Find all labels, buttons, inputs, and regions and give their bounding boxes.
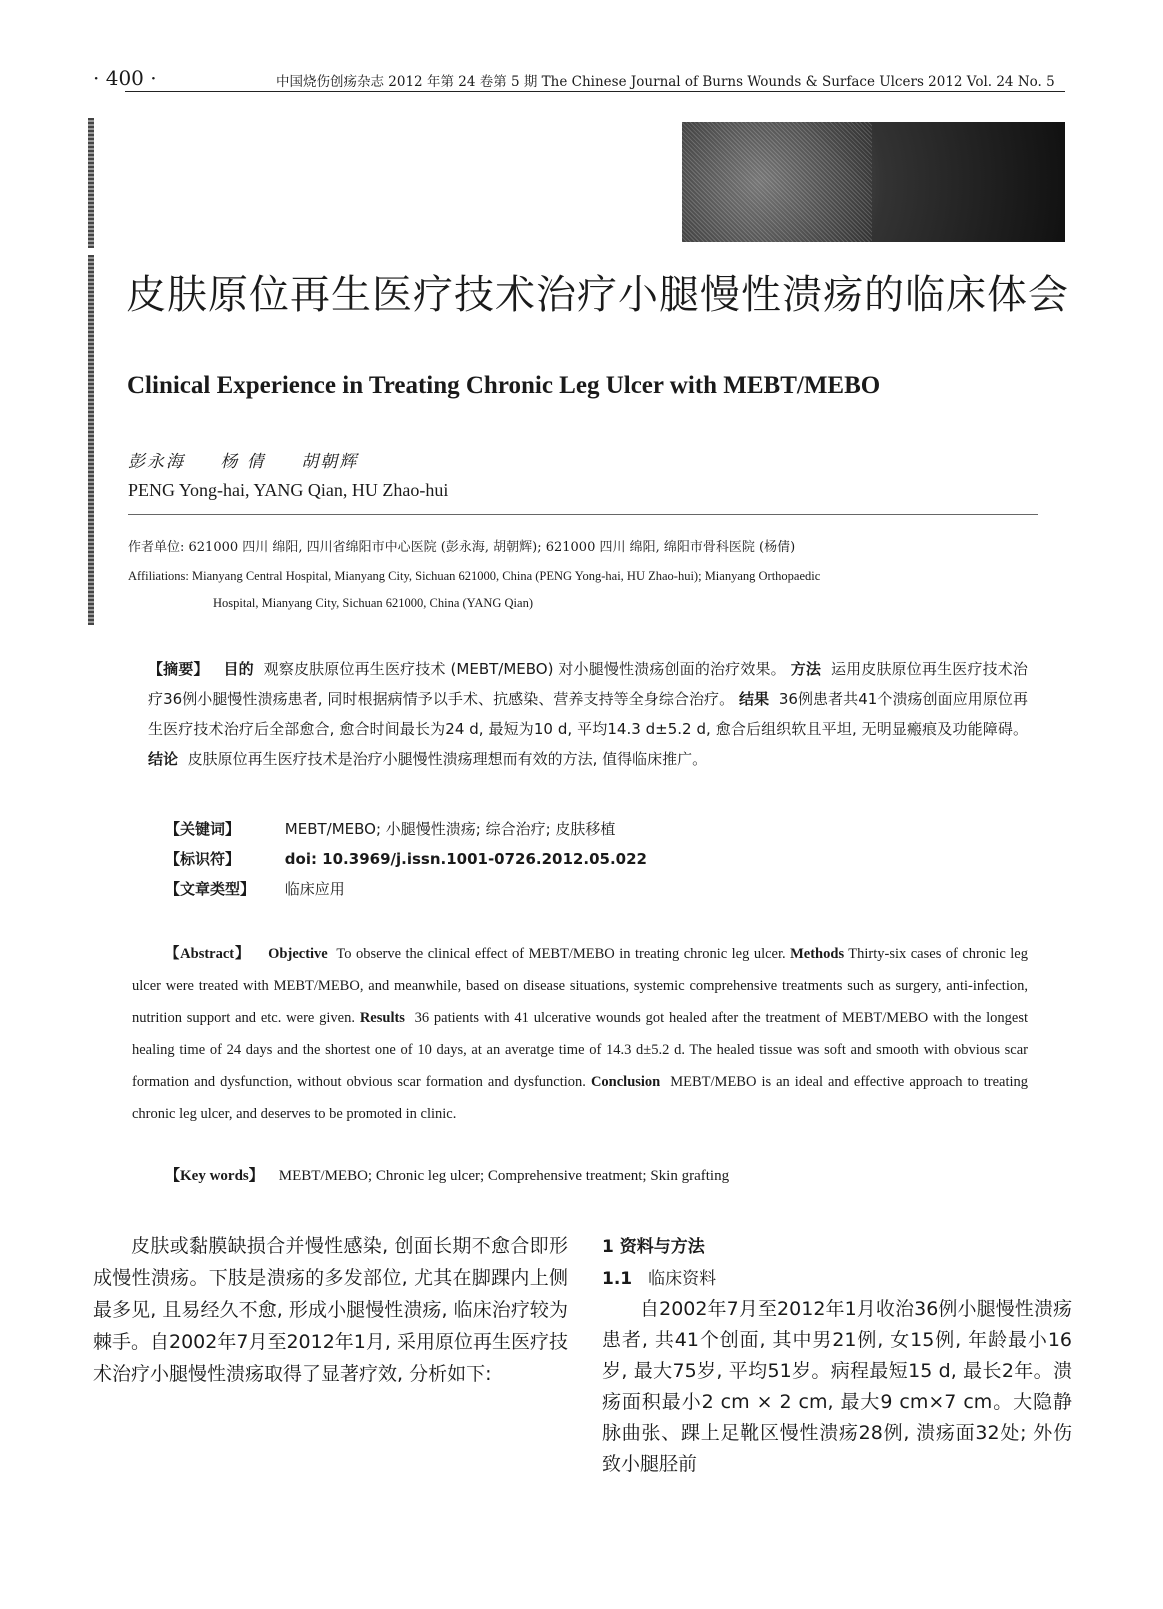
abstract-english (132, 938, 1028, 1130)
doi-label: 【标识符】 (165, 850, 241, 868)
running-head: 中国烧伤创疡杂志 2012 年第 24 卷第 5 期 The Chinese Journal of Burns Wounds & Surface Ulcers 2012 Vol. 24 No. 5 (276, 74, 1055, 90)
abstract-en-label: 【Abstract】 (164, 946, 251, 962)
keywords-en-row (165, 1164, 729, 1185)
results-label-cn: 结果 (739, 690, 770, 708)
author-cn: 杨 倩 (220, 452, 266, 472)
keywords-en-label: 【Key words】 (165, 1168, 264, 1184)
methods-text-cn: 运用皮肤原位再生医疗技术治疗36例小腿慢性溃疡患者, 同时根据病情予以手术、抗感染、营养支持等全身综合治疗。 (148, 660, 1028, 708)
objective-label-cn: 目的 (223, 660, 254, 678)
methods-text-en: Thirty-six cases of chronic leg ulcer were treated with MEBT/MEBO, and meanwhile, based on disease situations, systemic comprehensive treatments such as surgery, anti-infection, nutrition support and etc. were given. (132, 946, 1028, 1026)
conclusion-text-cn: 皮肤原位再生医疗技术是治疗小腿慢性溃疡理想而有效的方法, 值得临床推广。 (187, 750, 708, 768)
intro-paragraph: 皮肤或黏膜缺损合并慢性感染, 创面长期不愈合即形成慢性溃疡。下肢是溃疡的多发部位, 尤其在脚踝内上侧最多见, 且易经久不愈, 形成小腿慢性溃疡, 临床治疗较为棘手。自2002年7月至2012年1月, 采用原位再生医疗技术治疗小腿慢性溃疡取得了显著疗效, 分析如下: (93, 1235, 568, 1385)
section-1-heading: 1 资料与方法 (602, 1237, 705, 1257)
left-rule-top (88, 118, 94, 248)
authors-english: PENG Yong-hai, YANG Qian, HU Zhao-hui (128, 480, 449, 500)
keywords-cn-row (165, 818, 615, 839)
header-banner-texture (682, 122, 872, 242)
article-type-label: 【文章类型】 (165, 880, 256, 898)
conclusion-label-en: Conclusion (590, 1074, 661, 1090)
affiliations-label: Affiliations: (128, 569, 189, 583)
objective-text-en: To observe the clinical effect of MEBT/MEBO in treating chronic leg ulcer. (336, 946, 786, 962)
keywords-en: MEBT/MEBO; Chronic leg ulcer; Comprehensive treatment; Skin grafting (278, 1168, 730, 1184)
objective-label-en: Objective (268, 946, 328, 962)
section-1-1-number: 1.1 (602, 1269, 633, 1289)
title-english: Clinical Experience in Treating Chronic Leg Ulcer with MEBT/MEBO (127, 372, 881, 399)
doi-text: doi: 10.3969/j.issn.1001-0726.2012.05.022 (284, 850, 647, 868)
affiliations-line1: Mianyang Central Hospital, Mianyang City, Sichuan 621000, China (PENG Yong-hai, HU Zhao-hui); Mianyang Orthopaedic (192, 569, 821, 583)
abstract-cn-label: 【摘要】 (148, 660, 209, 678)
body-left-column (93, 1230, 568, 1390)
affiliations-line2: Hospital, Mianyang City, Sichuan 621000, China (YANG Qian) (213, 596, 533, 610)
affiliations-chinese: 作者单位: 621000 四川 绵阳, 四川省绵阳市中心医院 (彭永海, 胡朝辉); 621000 四川 绵阳, 绵阳市骨科医院 (杨倩) (128, 540, 796, 555)
clinical-data-paragraph: 自2002年7月至2012年1月收治36例小腿慢性溃疡患者, 共41个创面, 其中男21例, 女15例, 年龄最小16岁, 最大75岁, 平均51岁。病程最短15 d, 最长2年。溃疡面积最小2 cm × 2 cm, 最大9 cm×7 cm。大隐静脉曲张、踝上足靴区慢性溃疡28例, 溃疡面32处; 外伤致小腿胫前 (602, 1298, 1072, 1475)
results-text-cn: 36例患者共41个溃疡创面应用原位再生医疗技术治疗后全部愈合, 愈合时间最长为24 d, 最短为10 d, 平均14.3 d±5.2 d, 愈合后组织软且平坦, 无明显瘢痕及功能障碍。 (148, 690, 1028, 738)
article-type: 临床应用 (284, 880, 345, 898)
section-1-1-heading (602, 1264, 716, 1289)
conclusion-label-cn: 结论 (148, 750, 179, 768)
affiliations-english (128, 563, 1028, 617)
title-chinese: 皮肤原位再生医疗技术治疗小腿慢性溃疡的临床体会 (126, 272, 1069, 318)
left-rule-bottom (88, 255, 94, 625)
doi-row (165, 848, 647, 869)
page-number: · 400 · (93, 66, 157, 90)
results-label-en: Results (359, 1010, 405, 1026)
results-text-en: 36 patients with 41 ulcerative wounds got healed after the treatment of MEBT/MEBO with the longest healing time of 24 days and the shortest one of 10 days, at an averatge time of 14.3 d±5.2 d. The healed tissue was soft and smooth with obvious scar formation and dysfunction, without obvious scar formation and dysfunction. (132, 1010, 1029, 1090)
methods-label-cn: 方法 (790, 660, 822, 678)
author-separator (128, 514, 1038, 515)
authors-chinese (128, 447, 386, 472)
section-1-1-title: 临床资料 (648, 1269, 717, 1289)
objective-text-cn: 观察皮肤原位再生医疗技术 (MEBT/MEBO) 对小腿慢性溃疡创面的治疗效果。 (263, 660, 786, 678)
keywords-cn-label: 【关键词】 (165, 820, 241, 838)
keywords-cn: MEBT/MEBO; 小腿慢性溃疡; 综合治疗; 皮肤移植 (284, 820, 616, 838)
body-right-column (602, 1294, 1072, 1480)
article-type-row (165, 878, 345, 899)
conclusion-text-en: MEBT/MEBO is an ideal and effective approach to treating chronic leg ulcer, and deserves to be promoted in clinic. (132, 1074, 1029, 1122)
abstract-chinese (148, 654, 1028, 774)
header-rule (125, 91, 1065, 92)
methods-label-en: Methods (790, 946, 845, 962)
author-cn: 彭永海 (128, 452, 185, 472)
author-cn: 胡朝辉 (301, 452, 359, 472)
